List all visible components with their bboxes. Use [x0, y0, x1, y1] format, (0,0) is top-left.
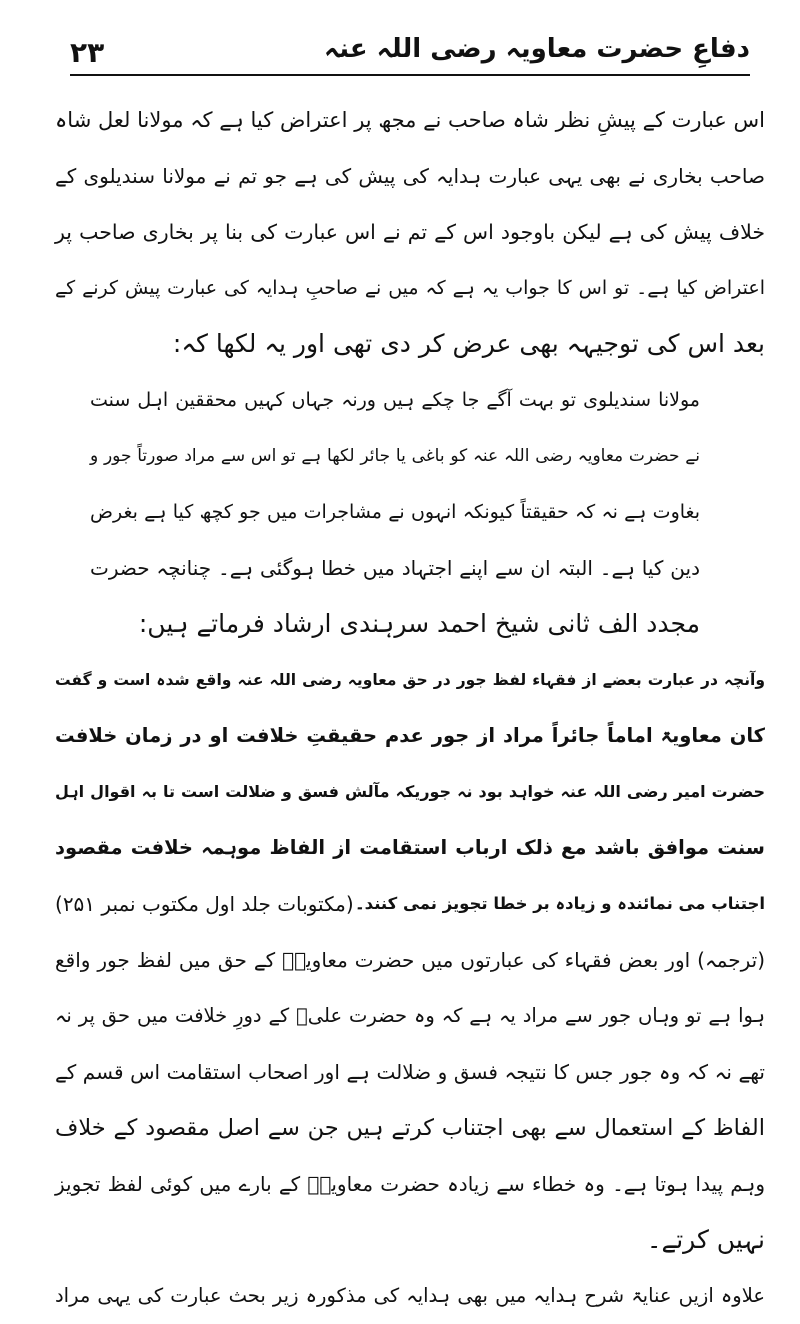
persian-quotation	[55, 652, 765, 932]
persian-last-line	[55, 876, 765, 932]
closing-paragraph	[55, 1268, 765, 1324]
quote-line: بغاوت ہے نہ کہ حقیقتاً کیونکہ انہوں نے مشاجرات میں جو کچھ کیا ہے بغرض	[90, 501, 700, 523]
persian-line: وآنچہ در عبارت بعضے از فقہاء لفظ جور در حق معاویہ رضی اللہ عنہ واقع شدہ است و گفت	[55, 671, 765, 689]
source-citation: (مکتوبات جلد اول مکتوب نمبر ۲۵۱)	[55, 892, 354, 916]
page-number: ۲۳	[70, 36, 105, 69]
text-line: بعد اس کی توجیہہ بھی عرض کر دی تھی اور یہ لکھا کہ:	[172, 329, 765, 358]
text-line: خلاف پیش کی ہے لیکن باوجود اس کے تم نے اس عبارت کی بنا پر بخاری صاحب پر	[55, 220, 765, 244]
translation-line: وہم پیدا ہوتا ہے۔ وہ خطاء سے زیادہ حضرت معاویہؓ کے بارے میں کوئی لفظ تجویز	[55, 1172, 765, 1196]
quote-line: مولانا سندیلوی تو بہت آگے جا چکے ہیں ورنہ جہاں کہیں محققین اہل سنت	[90, 389, 700, 411]
translation-paragraph	[55, 932, 765, 1268]
page-body	[55, 92, 765, 1324]
running-title: دفاعِ حضرت معاویہ رضی اللہ عنہ	[323, 34, 750, 64]
quote-line: مجدد الف ثانی شیخ احمد سرہندی ارشاد فرماتے ہیں:	[138, 609, 700, 638]
indented-quote	[55, 372, 765, 652]
translation-line: تھے نہ کہ وہ جور جس کا نتیجہ فسق و ضلالت ہے اور اصحاب استقامت اس قسم کے	[55, 1060, 765, 1084]
quote-line: نے حضرت معاویہ رضی اللہ عنہ کو باغی یا جائر لکھا ہے تو اس سے مراد صورتاً جور و	[90, 446, 700, 466]
translation-line: (ترجمہ) اور بعض فقہاء کی عبارتوں میں حضرت معاویہؓ کے حق میں لفظ جور واقع	[55, 948, 765, 972]
translation-line: الفاظ کے استعمال سے بھی اجتناب کرتے ہیں جن سے اصل مقصود کے خلاف	[55, 1115, 765, 1141]
persian-closing-text: اجتناب می نمائندہ و زیادہ بر خطا تجویز نمی کنند۔	[355, 894, 765, 913]
text-line: اس عبارت کے پیشِ نظر شاہ صاحب نے مجھ پر اعتراض کیا ہے کہ مولانا لعل شاہ	[55, 108, 765, 132]
page-header	[70, 30, 750, 75]
quote-line: دین کیا ہے۔ البتہ ان سے اپنے اجتہاد میں خطا ہوگئی ہے۔ چنانچہ حضرت	[90, 556, 700, 580]
text-line: صاحب بخاری نے بھی یہی عبارت ہدایہ کی پیش کی ہے جو تم نے مولانا سندیلوی کے	[55, 164, 765, 188]
persian-line: حضرت امیر رضی اللہ عنہ خواہد بود نہ جوریکہ مآلش فسق و ضلالت است تا بہ اقوال اہل	[55, 782, 765, 801]
persian-line: کان معاویۃ اماماً جائراً مراد از جور عدم حقیقتِ خلافت او در زمان خلافت	[55, 724, 765, 747]
header-rule	[70, 74, 750, 76]
translation-line: نہیں کرتے۔	[646, 1225, 765, 1254]
closing-line: علاوہ ازیں عنایۃ شرح ہدایہ میں بھی ہدایہ کی مذکورہ زیر بحث عبارت کی یہی مراد	[55, 1284, 765, 1307]
text-line: اعتراض کیا ہے۔ تو اس کا جواب یہ ہے کہ میں نے صاحبِ ہدایہ کی عبارت پیش کرنے کے	[55, 277, 765, 299]
translation-line: ہوا ہے تو وہاں جور سے مراد یہ ہے کہ وہ حضرت علیؓ کے دورِ خلافت میں حق پر نہ	[55, 1004, 765, 1027]
persian-line: سنت موافق باشد مع ذلک ارباب استقامت از الفاظ موہمہ خلافت مقصود	[55, 836, 765, 859]
intro-paragraph	[55, 92, 765, 372]
